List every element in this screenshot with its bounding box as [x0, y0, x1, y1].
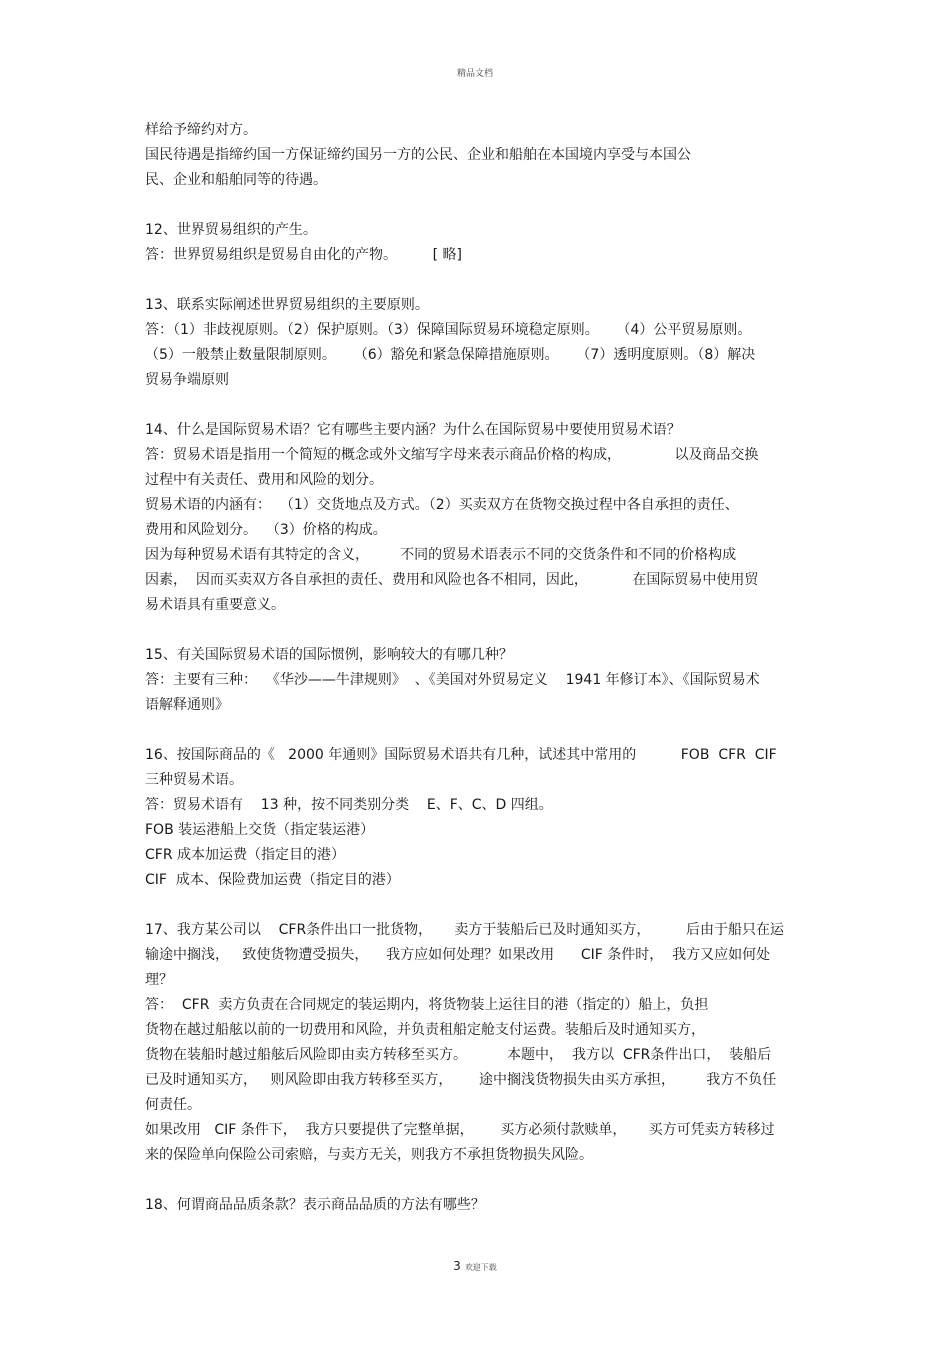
- text-line: 16、按国际商品的《 2000 年通则》国际贸易术语共有几种，试述其中常用的 FOB CFR CIF: [145, 747, 777, 763]
- text-line: 费用和风险划分。 （3）价格的构成。: [145, 522, 387, 538]
- text-line: 13、联系实际阐述世界贸易组织的主要原则。: [145, 297, 429, 313]
- text-line: 17、我方某公司以 CFR条件出口一批货物， 卖方于装船后已及时通知买方， 后由于船只在运: [145, 922, 785, 938]
- text-line: 何责任。: [145, 1097, 201, 1113]
- text-line: 已及时通知买方， 则风险即由我方转移至买方， 途中搁浅货物损失由买方承担， 我方不负任: [145, 1072, 777, 1088]
- text-line: FOB 装运港船上交货（指定装运港）: [145, 822, 375, 838]
- paragraph-gap: [145, 1168, 815, 1193]
- text-line: 来的保险单向保险公司索赔，与卖方无关，则我方不承担货物损失风险。: [145, 1147, 593, 1163]
- page-number: 3: [453, 1259, 461, 1273]
- text-line: 答： CFR 卖方负责在合同规定的装运期内，将货物装上运往目的港（指定的）船上，负担: [145, 997, 709, 1013]
- text-line: CFR 成本加运费（指定目的港）: [145, 847, 346, 863]
- text-line: （5）一般禁止数量限制原则。 （6）豁免和紧急保障措施原则。 （7）透明度原则。（8）解决: [145, 347, 756, 363]
- text-line: 样给予缔约对方。: [145, 122, 257, 138]
- paragraph-gap: [145, 718, 815, 743]
- text-line: CIF 成本、保险费加运费（指定目的港）: [145, 872, 400, 888]
- text-line: 15、有关国际贸易术语的国际惯例，影响较大的有哪几种？: [145, 647, 513, 663]
- text-line: 12、世界贸易组织的产生。: [145, 222, 317, 238]
- text-line: 货物在装船时越过船舷后风险即由卖方转移至买方。 本题中， 我方以 CFR条件出口， 装船后: [145, 1047, 772, 1063]
- text-line: 因为每种贸易术语有其特定的含义， 不同的贸易术语表示不同的交货条件和不同的价格构成: [145, 547, 737, 563]
- text-line: 答：主要有三种： 《华沙——牛津规则》 、《美国对外贸易定义 1941 年修订本》、《国际贸易术: [145, 672, 760, 688]
- paragraph-gap: [145, 393, 815, 418]
- text-line: 18、何谓商品品质条款？表示商品品质的方法有哪些？: [145, 1197, 485, 1213]
- text-line: 如果改用 CIF 条件下， 我方只要提供了完整单据， 买方必须付款赎单， 买方可凭卖方转移过: [145, 1122, 775, 1138]
- text-line: 语解释通则》: [145, 697, 229, 713]
- text-line: 因素， 因而买卖双方各自承担的责任、费用和风险也各不相同，因此， 在国际贸易中使用贸: [145, 572, 759, 588]
- text-line: 贸易争端原则: [145, 372, 229, 388]
- text-line: 国民待遇是指缔约国一方保证缔约国另一方的公民、企业和船舶在本国境内享受与本国公: [145, 147, 691, 163]
- text-line: 过程中有关责任、费用和风险的划分。: [145, 472, 383, 488]
- paragraph-gap: [145, 268, 815, 293]
- paragraph-gap: [145, 893, 815, 918]
- document-body: [145, 118, 815, 1218]
- text-line: 货物在越过船舷以前的一切费用和风险，并负责租船定舱支付运费。装船后及时通知买方，: [145, 1022, 705, 1038]
- text-line: 贸易术语的内涵有： （1）交货地点及方式。（2）买卖双方在货物交换过程中各自承担的责任、: [145, 497, 739, 513]
- page-header: [0, 66, 950, 79]
- text-line: 14、什么是国际贸易术语？它有哪些主要内涵？为什么在国际贸易中要使用贸易术语？: [145, 422, 681, 438]
- text-line: 易术语具有重要意义。: [145, 597, 285, 613]
- text-line: 三种贸易术语。: [145, 772, 243, 788]
- paragraph-gap: [145, 193, 815, 218]
- header-text: 精品文档: [456, 69, 493, 79]
- text-line: 理？: [145, 972, 173, 988]
- paragraph-gap: [145, 618, 815, 643]
- text-line: 输途中搁浅， 致使货物遭受损失， 我方应如何处理？如果改用 CIF 条件时， 我方又应如何处: [145, 947, 771, 963]
- footer-label: 欢迎下载: [464, 1263, 497, 1272]
- text-line: 答：贸易术语是指用一个简短的概念或外文缩写字母来表示商品价格的构成， 以及商品交换: [145, 447, 759, 463]
- text-line: 答：世界贸易组织是贸易自由化的产物。 [ 略]: [145, 247, 462, 263]
- page-footer: [0, 1259, 950, 1273]
- text-line: 答：（1）非歧视原则。（2）保护原则。（3）保障国际贸易环境稳定原则。 （4）公平贸易原则。: [145, 322, 752, 338]
- text-line: 民、企业和船舶同等的待遇。: [145, 172, 327, 188]
- text-line: 答：贸易术语有 13 种，按不同类别分类 E、F、C、D 四组。: [145, 797, 553, 813]
